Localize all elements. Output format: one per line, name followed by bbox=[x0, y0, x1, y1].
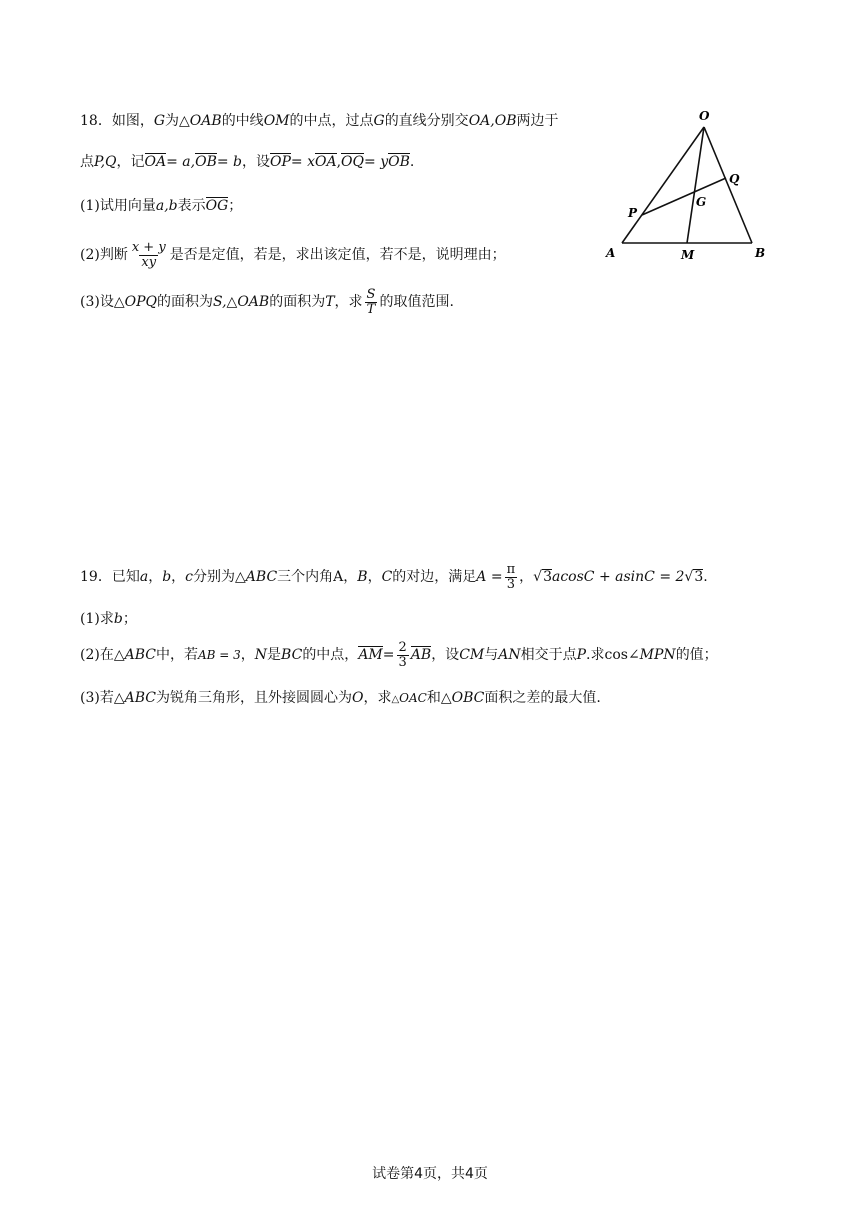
label-b: B bbox=[755, 246, 766, 260]
q18-line-2: 点P,Q，记OA= a,OB= b，设OP= xOA,OQ= yOB. bbox=[80, 154, 415, 170]
median-om bbox=[687, 127, 707, 243]
q18-part-2: (2)判断 $\frac{x + y}{xy}$ 是否是定值，若是，求出该定值，若不是，说明理由； bbox=[80, 239, 506, 270]
fraction-pi-over-3: $\frac{\pi}{3}$ bbox=[506, 561, 516, 592]
q19-part-2: (2)在△ABC中，若AB = 3，N是BC的中点，AM= $\frac{2}{3}$ AB，设CM与AN相交于点P.求cos∠MPN的值； bbox=[80, 639, 718, 670]
page-footer: 试卷第4页，共4页 bbox=[372, 1166, 488, 1182]
label-o: O bbox=[699, 109, 710, 123]
triangle-oab-figure bbox=[600, 105, 780, 265]
q19-line-1: 19．已知a，b，c分别为△ABC三个内角A，B，C的对边，满足A = $\frac{\pi}{3}$ ，√3acosC + asinC = 2√3. bbox=[80, 561, 708, 592]
sqrt-symbol: √ bbox=[684, 569, 694, 585]
sqrt-symbol: √ bbox=[533, 569, 543, 585]
q18-line-1: 18．如图，G为△OAB的中线OM的中点，过点G的直线分别交OA,OB两边于 bbox=[80, 113, 559, 129]
q19-part-1: (1)求b； bbox=[80, 611, 137, 627]
label-q: Q bbox=[729, 172, 740, 186]
q18-part-3: (3)设△OPQ的面积为S,△OAB的面积为T，求 $\frac{S}{T}$ 的取值范围. bbox=[80, 286, 454, 317]
fraction-s-over-t: $\frac{S}{T}$ bbox=[366, 286, 376, 317]
label-a: A bbox=[606, 246, 616, 260]
fraction-2-over-3: $\frac{2}{3}$ bbox=[398, 639, 407, 670]
label-p: P bbox=[628, 206, 638, 220]
label-m: M bbox=[681, 248, 695, 262]
q19-part-3: (3)若△ABC为锐角三角形，且外接圆圆心为O，求△OAC和△OBC面积之差的最大值. bbox=[80, 690, 601, 706]
q18-part-1: (1)试用向量a,b表示OG； bbox=[80, 198, 243, 214]
side-oa bbox=[622, 127, 707, 243]
fraction-x-plus-y-over-xy: $\frac{x + y}{xy}$ bbox=[131, 239, 166, 270]
label-g: G bbox=[696, 195, 707, 209]
